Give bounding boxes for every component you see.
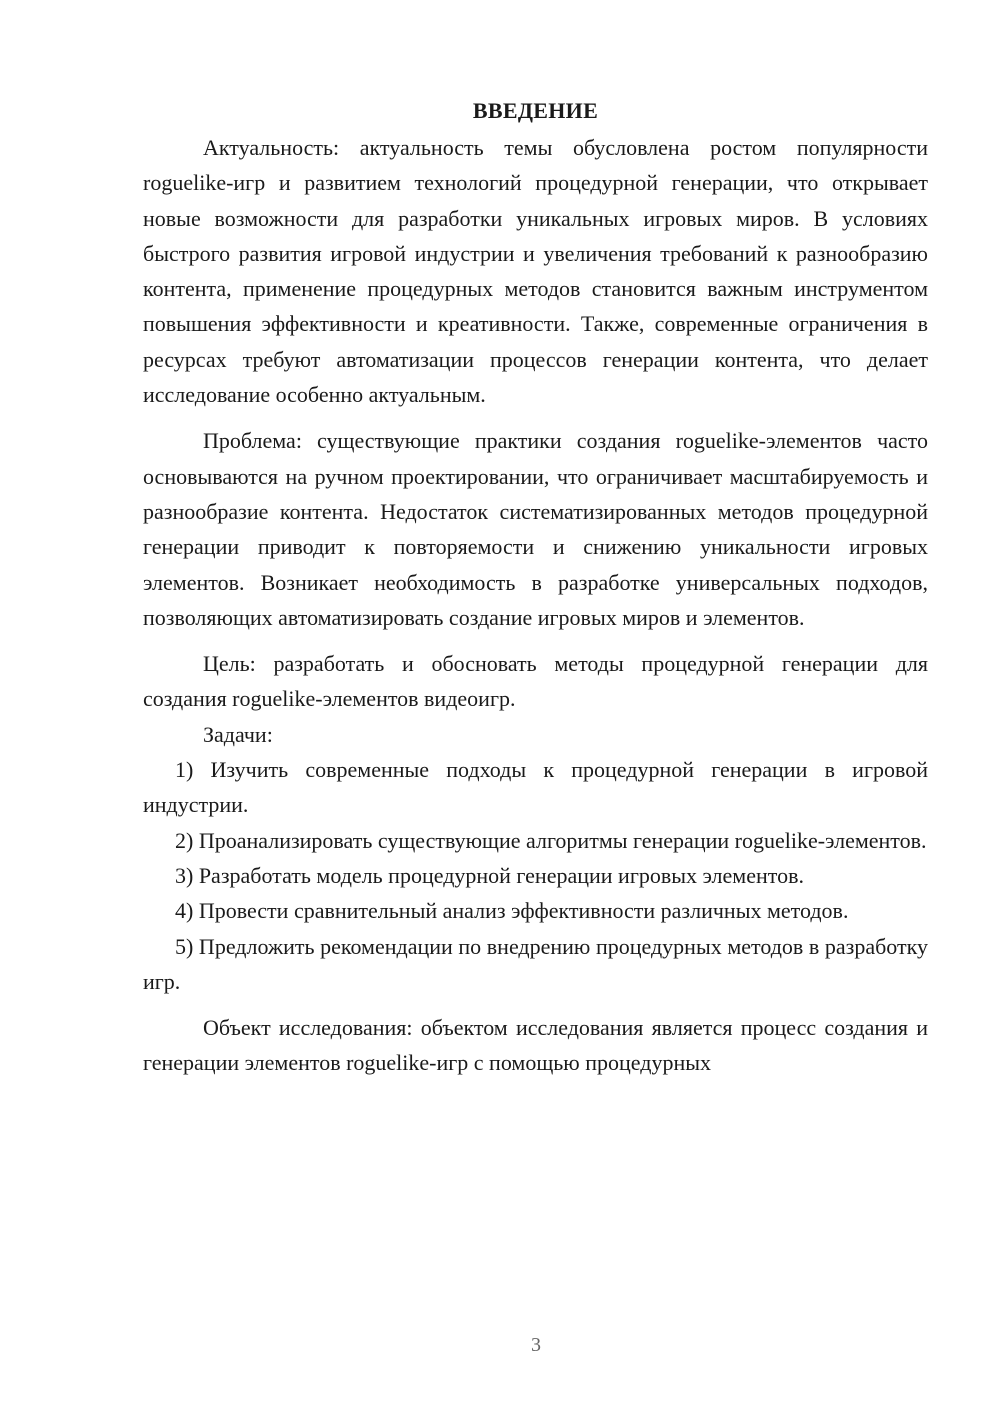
task-item-4: 4) Провести сравнительный анализ эффективности различных методов. (175, 898, 849, 924)
page-content (143, 96, 928, 1081)
task-item-3: 3) Разработать модель процедурной генерации игровых элементов. (175, 862, 804, 888)
paragraph-problem: Проблема: существующие практики создания roguelike-элементов часто основываются на ручном проектировании, что ограничивает масштабируемость и разнообразие контента. Недостаток систематизированных методов процедурной генерации приводит к повторяемости и снижению уникальности игровых элементов. Возникает необходимость в разработке универсальных подходов, позволяющих автоматизировать создание игровых миров и элементов. (143, 428, 928, 630)
page-number: 3 (531, 1334, 541, 1356)
task-item-5: 5) Предложить рекомендации по внедрению процедурных методов в разработку игр. (143, 933, 928, 994)
tasks-heading: Задачи: (203, 721, 273, 747)
section-title: ВВЕДЕНИЕ (472, 98, 599, 123)
task-item-2: 2) Проанализировать существующие алгоритмы генерации roguelike-элементов. (175, 827, 927, 853)
paragraph-goal: Цель: разработать и обосновать методы процедурной генерации для создания roguelike-элементов видеоигр. (143, 651, 928, 712)
paragraph-relevance: Актуальность: актуальность темы обусловлена ростом популярности roguelike-игр и развитием технологий процедурной генерации, что открывает новые возможности для разработки уникальных игровых миров. В условиях быстрого развития игровой индустрии и увеличения требований к разнообразию контента, применение процедурных методов становится важным инструментом повышения эффективности и креативности. Также, современные ограничения в ресурсах требуют автоматизации процессов генерации контента, что делает исследование особенно актуальным. (143, 135, 928, 408)
paragraph-object: Объект исследования: объектом исследования является процесс создания и генерации элементов roguelike-игр с помощью процедурных (143, 1015, 928, 1076)
task-item-1: 1) Изучить современные подходы к процедурной генерации в игровой индустрии. (143, 757, 928, 818)
